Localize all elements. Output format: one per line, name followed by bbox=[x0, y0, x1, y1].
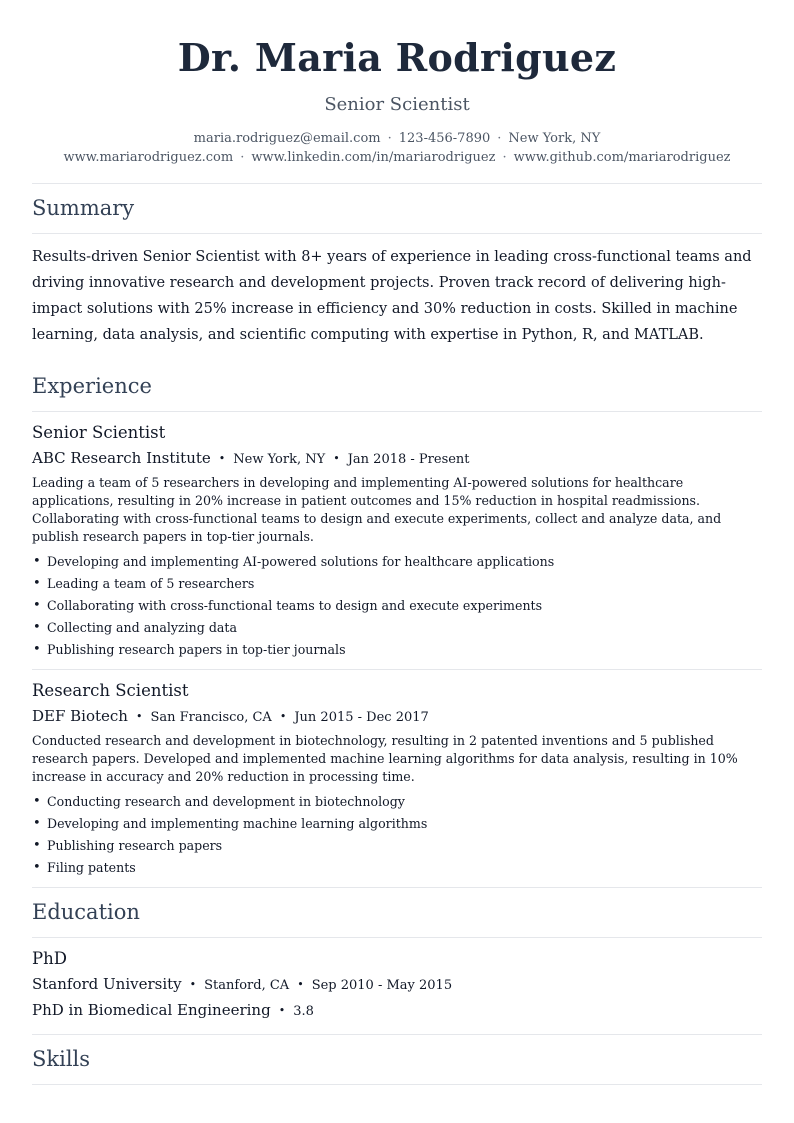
contact-line-links bbox=[32, 148, 762, 167]
phone-number: 123-456-7890 bbox=[398, 131, 491, 146]
list-item: • Publishing research papers in top-tier journals bbox=[32, 639, 762, 661]
summary-heading: Summary bbox=[32, 196, 135, 220]
email-link[interactable]: maria.rodriguez@email.com bbox=[193, 131, 381, 146]
person-name: Dr. Maria Rodriguez bbox=[177, 35, 617, 80]
bullet-separator: • bbox=[218, 452, 226, 465]
job-meta bbox=[32, 448, 762, 470]
list-item: • Collaborating with cross-functional teams to design and execute experiments bbox=[32, 595, 762, 617]
job-entry bbox=[32, 412, 762, 661]
job-bullets bbox=[32, 791, 762, 879]
divider bbox=[32, 233, 762, 234]
separator: · bbox=[502, 150, 507, 165]
education-school-line bbox=[32, 974, 762, 996]
job-location: San Francisco, CA bbox=[150, 710, 272, 725]
linkedin-link[interactable]: www.linkedin.com/in/mariarodriguez bbox=[251, 150, 496, 165]
school-location: Stanford, CA bbox=[204, 978, 290, 993]
bullet-separator: • bbox=[279, 710, 287, 723]
job-title: Senior Scientist bbox=[324, 94, 470, 115]
school-name: Stanford University bbox=[32, 975, 182, 993]
education-heading: Education bbox=[32, 900, 140, 924]
job-description: Leading a team of 5 researchers in developing and implementing AI-powered solutions for healthcare applications, resulting in 20% increase in patient outcomes and 15% reduction in hospital readmissions. Collaborating with cross-functional teams to design and execute experiments, collect and analyze data, and publish research papers in top-tier journals. bbox=[32, 475, 722, 544]
bullet-separator: • bbox=[278, 1004, 286, 1017]
separator: · bbox=[387, 131, 392, 146]
job-role: Senior Scientist bbox=[32, 423, 166, 442]
job-dates: Jan 2018 - Present bbox=[347, 452, 470, 467]
gpa: 3.8 bbox=[293, 1004, 314, 1019]
summary-text: Results-driven Senior Scientist with 8+ years of experience in leading cross-functional teams and driving innovative research and development projects. Proven track record of delivering high-impact solutions with 25% increase in efficiency and 30% reduction in costs. Skilled in machine learning, data analysis, and scientific computing with expertise in Python, R, and MATLAB. bbox=[32, 249, 752, 343]
bullet-separator: • bbox=[297, 978, 304, 991]
contact-line-primary bbox=[32, 129, 762, 148]
list-item: • Developing and implementing machine learning algorithms bbox=[32, 813, 762, 835]
github-link[interactable]: www.github.com/mariarodriguez bbox=[513, 150, 731, 165]
resume-header bbox=[32, 0, 762, 167]
bullet-separator: • bbox=[333, 452, 340, 465]
list-item: • Conducting research and development in biotechnology bbox=[32, 791, 762, 813]
job-bullets bbox=[32, 551, 762, 661]
job-meta bbox=[32, 706, 762, 728]
list-item: • Filing patents bbox=[32, 857, 762, 879]
education-field-line bbox=[32, 1000, 762, 1022]
list-item: • Developing and implementing AI-powered solutions for healthcare applications bbox=[32, 551, 762, 573]
divider bbox=[32, 1084, 762, 1085]
degree: PhD bbox=[32, 949, 67, 968]
education-dates: Sep 2010 - May 2015 bbox=[311, 978, 453, 993]
list-item: • Collecting and analyzing data bbox=[32, 617, 762, 639]
location: New York, NY bbox=[508, 131, 601, 146]
list-item: • Leading a team of 5 researchers bbox=[32, 573, 762, 595]
experience-heading: Experience bbox=[32, 374, 152, 398]
skills-heading: Skills bbox=[32, 1047, 91, 1071]
job-entry bbox=[32, 670, 762, 879]
website-link[interactable]: www.mariarodriguez.com bbox=[63, 150, 234, 165]
job-description: Conducted research and development in biotechnology, resulting in 2 patented inventions and 5 published research papers. Developed and implemented machine learning algorithms for data analysis, resulting in 10% increase in accuracy and 20% reduction in processing time. bbox=[32, 733, 738, 784]
company-name: DEF Biotech bbox=[32, 707, 128, 725]
bullet-separator: • bbox=[189, 978, 197, 991]
education-entry bbox=[32, 938, 762, 1034]
bullet-separator: • bbox=[135, 710, 143, 723]
separator: · bbox=[497, 131, 502, 146]
company-name: ABC Research Institute bbox=[32, 449, 211, 467]
job-location: New York, NY bbox=[233, 452, 326, 467]
job-dates: Jun 2015 - Dec 2017 bbox=[294, 710, 429, 725]
separator: · bbox=[240, 150, 245, 165]
field-of-study: PhD in Biomedical Engineering bbox=[32, 1001, 271, 1019]
job-role: Research Scientist bbox=[32, 681, 189, 700]
list-item: • Publishing research papers bbox=[32, 835, 762, 857]
